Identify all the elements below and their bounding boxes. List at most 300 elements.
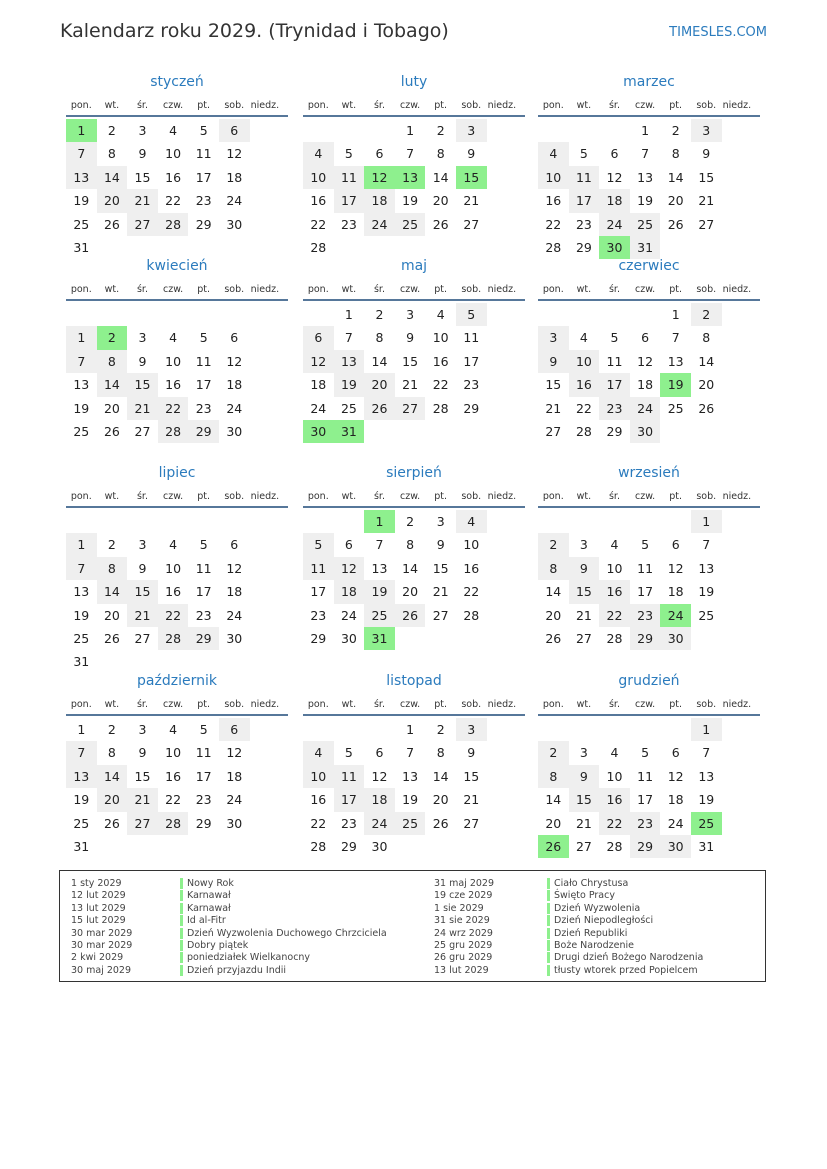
- weekday-label: czw.: [163, 284, 184, 295]
- day-cell: 20: [545, 815, 562, 831]
- weekday-label: pt.: [434, 699, 448, 710]
- weekday-label: wt.: [576, 100, 592, 111]
- day-cell: 3: [456, 718, 487, 741]
- day-cell: 27: [463, 216, 480, 232]
- day-cell: 2: [436, 123, 445, 138]
- day-cell: 16: [165, 768, 182, 784]
- empty-cell: [219, 303, 250, 326]
- legend-holiday-name: tłusty wtorek przed Popielcem: [554, 964, 698, 976]
- weekday-label: niedz.: [722, 699, 752, 710]
- day-cell: 18: [364, 189, 395, 212]
- day-cell: 29: [188, 420, 219, 443]
- day-cell: 28: [575, 423, 592, 439]
- empty-cell: [303, 718, 334, 741]
- empty-cell: [538, 303, 569, 326]
- legend-date: 12 lut 2029: [71, 890, 126, 902]
- day-cell: 5: [456, 303, 487, 326]
- day-cell: 27: [134, 630, 151, 646]
- day-cell: 6: [230, 330, 239, 346]
- day-cell: 20: [97, 788, 128, 811]
- legend-holiday-name: Dobry piątek: [187, 939, 249, 951]
- day-cell: 19: [73, 193, 90, 209]
- weekday-label: niedz.: [487, 699, 517, 710]
- day-cell: 15: [569, 788, 600, 811]
- legend-holiday-name: Dzień Wyzwolenia Duchowego Chrzciciela: [187, 927, 387, 939]
- empty-cell: [66, 510, 97, 533]
- day-cell: 5: [303, 533, 334, 556]
- weekday-label: śr.: [608, 491, 620, 502]
- day-cell: 14: [402, 560, 419, 576]
- holiday-day-cell: 30: [599, 236, 630, 259]
- day-cell: 19: [402, 792, 419, 808]
- day-cell: 30: [660, 627, 691, 650]
- empty-cell: [569, 119, 600, 142]
- day-cell: 15: [134, 169, 151, 185]
- weekday-label: pt.: [669, 491, 683, 502]
- day-cell: 26: [364, 397, 395, 420]
- day-cell: 3: [406, 307, 415, 322]
- day-cell: 18: [226, 768, 243, 784]
- day-cell: 18: [226, 584, 243, 600]
- day-cell: 13: [334, 350, 365, 373]
- holiday-day-cell: 13: [395, 166, 426, 189]
- day-cell: 18: [667, 792, 684, 808]
- weekday-header: [303, 96, 525, 117]
- empty-cell: [188, 510, 219, 533]
- weekday-label: pon.: [307, 491, 329, 502]
- day-cell: 23: [195, 792, 212, 808]
- holiday-marker-icon: [180, 952, 183, 963]
- weekday-label: pon.: [70, 699, 92, 710]
- day-cell: 10: [538, 166, 569, 189]
- day-cell: 22: [599, 604, 630, 627]
- day-cell: 2: [107, 537, 116, 553]
- day-cell: 21: [127, 397, 158, 420]
- empty-cell: [538, 119, 569, 142]
- day-cell: 25: [73, 630, 90, 646]
- holiday-marker-icon: [547, 903, 550, 914]
- weekday-label: pt.: [669, 284, 683, 295]
- day-cell: 9: [467, 146, 476, 162]
- legend-holiday-name: Boże Narodzenie: [554, 939, 634, 951]
- holiday-marker-icon: [180, 890, 183, 901]
- month-block: [538, 256, 760, 443]
- legend-holiday-name: Dzień Republiki: [554, 927, 628, 939]
- day-cell: 11: [303, 557, 334, 580]
- day-cell: 3: [579, 537, 588, 553]
- day-cell: 19: [698, 584, 715, 600]
- day-cell: 3: [579, 745, 588, 761]
- day-cell: 23: [463, 377, 480, 393]
- weekday-label: wt.: [341, 699, 357, 710]
- days-grid: [303, 303, 517, 443]
- day-cell: 30: [226, 216, 243, 232]
- day-cell: 1: [344, 307, 353, 322]
- day-cell: 17: [195, 377, 212, 393]
- day-cell: 23: [195, 607, 212, 623]
- legend-holiday-name: Drugi dzień Bożego Narodzenia: [554, 952, 704, 964]
- day-cell: 8: [702, 330, 711, 346]
- day-cell: 2: [406, 514, 415, 529]
- weekday-label: sob.: [696, 100, 717, 111]
- month-name: listopad: [386, 673, 442, 689]
- day-cell: 12: [226, 560, 243, 576]
- day-cell: 11: [463, 330, 480, 346]
- day-cell: 18: [667, 584, 684, 600]
- legend-date: 30 mar 2029: [71, 939, 133, 951]
- month-block: [303, 72, 525, 259]
- month-name: luty: [400, 74, 428, 90]
- day-cell: 16: [599, 788, 630, 811]
- weekday-label: pon.: [542, 491, 564, 502]
- legend-date: 19 cze 2029: [434, 890, 493, 902]
- day-cell: 16: [545, 193, 562, 209]
- weekday-label: śr.: [136, 284, 148, 295]
- day-cell: 29: [195, 815, 212, 831]
- day-cell: 11: [334, 765, 365, 788]
- day-cell: 2: [691, 303, 722, 326]
- month-name: kwiecień: [146, 258, 208, 274]
- day-cell: 12: [303, 350, 334, 373]
- day-cell: 24: [364, 812, 395, 835]
- weekday-label: sob.: [696, 699, 717, 710]
- day-cell: 20: [667, 193, 684, 209]
- legend-holiday: [547, 890, 703, 902]
- day-cell: 27: [432, 607, 449, 623]
- day-cell: 21: [127, 604, 158, 627]
- day-cell: 13: [698, 768, 715, 784]
- day-cell: 30: [226, 815, 243, 831]
- day-cell: 16: [432, 353, 449, 369]
- day-cell: 15: [569, 580, 600, 603]
- legend-holiday-name: Ciało Chrystusa: [554, 878, 629, 889]
- day-cell: 16: [310, 193, 327, 209]
- empty-cell: [660, 510, 691, 533]
- legend-date: 1 sty 2029: [71, 878, 122, 889]
- day-cell: 9: [138, 745, 147, 761]
- empty-cell: [219, 510, 250, 533]
- weekday-header: [303, 280, 525, 301]
- day-cell: 15: [127, 580, 158, 603]
- day-cell: 14: [97, 580, 128, 603]
- day-cell: 5: [199, 537, 208, 553]
- day-cell: 20: [103, 400, 120, 416]
- holiday-day-cell: 12: [364, 166, 395, 189]
- weekday-label: niedz.: [250, 284, 280, 295]
- legend-holiday: [547, 940, 703, 952]
- legend-holiday-name: Dzień Wyzwolenia: [554, 902, 641, 914]
- holiday-day-cell: 24: [660, 604, 691, 627]
- holiday-marker-icon: [547, 940, 550, 951]
- day-cell: 3: [138, 722, 147, 737]
- day-cell: 17: [195, 768, 212, 784]
- day-cell: 6: [671, 537, 680, 553]
- day-cell: 20: [97, 189, 128, 212]
- holiday-legend: [59, 870, 766, 982]
- empty-cell: [303, 119, 334, 142]
- weekday-label: śr.: [608, 284, 620, 295]
- day-cell: 5: [610, 330, 619, 346]
- day-cell: 30: [660, 835, 691, 858]
- day-cell: 7: [702, 745, 711, 761]
- day-cell: 26: [103, 216, 120, 232]
- day-cell: 11: [334, 166, 365, 189]
- day-cell: 7: [406, 745, 415, 761]
- legend-holiday-name: Dzień Niepodległości: [554, 915, 654, 927]
- day-cell: 2: [436, 722, 445, 737]
- month-block: [66, 256, 288, 443]
- day-cell: 17: [195, 584, 212, 600]
- holiday-marker-icon: [547, 878, 550, 889]
- empty-cell: [538, 718, 569, 741]
- day-cell: 16: [165, 584, 182, 600]
- day-cell: 20: [432, 792, 449, 808]
- legend-date: 2 kwi 2029: [71, 952, 124, 964]
- day-cell: 22: [158, 397, 189, 420]
- weekday-label: sob.: [224, 100, 245, 111]
- day-cell: 13: [637, 169, 654, 185]
- empty-cell: [158, 510, 189, 533]
- days-grid: [538, 119, 752, 259]
- legend-holiday-name: Dzień przyjazdu Indii: [187, 964, 287, 976]
- day-cell: 12: [637, 353, 654, 369]
- month-block: [538, 671, 760, 858]
- day-cell: 18: [364, 788, 395, 811]
- weekday-label: niedz.: [487, 491, 517, 502]
- day-cell: 10: [165, 560, 182, 576]
- day-cell: 11: [606, 353, 623, 369]
- day-cell: 20: [698, 377, 715, 393]
- days-grid: [66, 303, 280, 443]
- days-grid: [303, 119, 517, 259]
- day-cell: 26: [432, 216, 449, 232]
- weekday-label: pon.: [307, 100, 329, 111]
- day-cell: 28: [606, 630, 623, 646]
- day-cell: 27: [575, 838, 592, 854]
- day-cell: 7: [66, 350, 97, 373]
- day-cell: 23: [195, 193, 212, 209]
- day-cell: 8: [538, 765, 569, 788]
- legend-names-right: [547, 878, 703, 977]
- weekday-label: śr.: [373, 699, 385, 710]
- weekday-label: wt.: [104, 100, 120, 111]
- holiday-day-cell: 31: [334, 420, 365, 443]
- day-cell: 11: [637, 560, 654, 576]
- day-cell: 8: [436, 146, 445, 162]
- day-cell: 10: [463, 537, 480, 553]
- day-cell: 13: [402, 768, 419, 784]
- legend-date: 31 maj 2029: [434, 878, 495, 889]
- empty-cell: [364, 718, 395, 741]
- holiday-day-cell: 31: [364, 627, 395, 650]
- day-cell: 17: [334, 189, 365, 212]
- legend-holiday: [547, 903, 703, 915]
- day-cell: 28: [606, 838, 623, 854]
- month-name: sierpień: [386, 465, 442, 481]
- legend-date: 15 lut 2029: [71, 915, 126, 927]
- legend-holiday: [180, 965, 387, 977]
- day-cell: 27: [395, 397, 426, 420]
- day-cell: 4: [169, 537, 178, 553]
- day-cell: 14: [97, 373, 128, 396]
- day-cell: 24: [226, 193, 243, 209]
- day-cell: 25: [364, 604, 395, 627]
- month-name: maj: [400, 258, 428, 274]
- empty-cell: [569, 303, 600, 326]
- day-cell: 28: [310, 838, 327, 854]
- weekday-label: czw.: [635, 699, 656, 710]
- day-cell: 30: [630, 420, 661, 443]
- day-cell: 28: [158, 420, 189, 443]
- day-cell: 10: [569, 350, 600, 373]
- day-cell: 3: [691, 119, 722, 142]
- holiday-marker-icon: [180, 965, 183, 976]
- day-cell: 15: [545, 377, 562, 393]
- day-cell: 29: [630, 627, 661, 650]
- legend-date: 31 sie 2029: [434, 915, 490, 927]
- weekday-label: wt.: [576, 491, 592, 502]
- weekday-label: wt.: [104, 491, 120, 502]
- day-cell: 8: [97, 350, 128, 373]
- day-cell: 4: [303, 741, 334, 764]
- day-cell: 17: [637, 792, 654, 808]
- day-cell: 23: [599, 397, 630, 420]
- day-cell: 4: [169, 123, 178, 138]
- day-cell: 7: [641, 146, 650, 162]
- day-cell: 27: [127, 812, 158, 835]
- weekday-header: [538, 96, 760, 117]
- day-cell: 12: [334, 557, 365, 580]
- legend-names-left: [180, 878, 387, 977]
- weekday-label: sob.: [461, 699, 482, 710]
- day-cell: 26: [545, 630, 562, 646]
- day-cell: 24: [226, 400, 243, 416]
- page-title: Kalendarz roku 2029. (Trynidad i Tobago): [60, 20, 449, 42]
- weekday-label: pon.: [70, 491, 92, 502]
- weekday-label: pon.: [70, 100, 92, 111]
- day-cell: 28: [432, 400, 449, 416]
- holiday-marker-icon: [547, 890, 550, 901]
- day-cell: 9: [138, 560, 147, 576]
- legend-holiday-name: Nowy Rok: [187, 878, 234, 889]
- month-block: [66, 72, 288, 259]
- holiday-day-cell: 15: [456, 166, 487, 189]
- month-name: styczeń: [150, 74, 204, 90]
- day-cell: 28: [158, 627, 189, 650]
- day-cell: 21: [575, 815, 592, 831]
- weekday-label: pt.: [197, 100, 211, 111]
- month-block: [538, 463, 760, 650]
- month-block: [66, 463, 288, 674]
- weekday-label: niedz.: [250, 100, 280, 111]
- weekday-label: wt.: [576, 284, 592, 295]
- day-cell: 19: [73, 792, 90, 808]
- holiday-day-cell: 26: [538, 835, 569, 858]
- empty-cell: [599, 119, 630, 142]
- holiday-marker-icon: [180, 940, 183, 951]
- weekday-label: niedz.: [722, 100, 752, 111]
- day-cell: 26: [103, 815, 120, 831]
- day-cell: 25: [630, 213, 661, 236]
- day-cell: 17: [195, 169, 212, 185]
- holiday-marker-icon: [180, 878, 183, 889]
- day-cell: 24: [340, 607, 357, 623]
- weekday-label: wt.: [341, 491, 357, 502]
- legend-date: 26 gru 2029: [434, 952, 493, 964]
- day-cell: 19: [73, 400, 90, 416]
- day-cell: 18: [310, 377, 327, 393]
- day-cell: 29: [340, 838, 357, 854]
- weekday-label: pon.: [307, 699, 329, 710]
- weekday-label: wt.: [341, 284, 357, 295]
- day-cell: 14: [545, 584, 562, 600]
- day-cell: 31: [73, 239, 90, 255]
- day-cell: 31: [73, 838, 90, 854]
- weekday-label: pt.: [434, 284, 448, 295]
- legend-date: 30 maj 2029: [71, 964, 132, 976]
- day-cell: 10: [606, 768, 623, 784]
- day-cell: 19: [73, 607, 90, 623]
- day-cell: 22: [575, 400, 592, 416]
- weekday-label: pt.: [197, 699, 211, 710]
- weekday-label: sob.: [224, 699, 245, 710]
- day-cell: 26: [667, 216, 684, 232]
- day-cell: 8: [538, 557, 569, 580]
- day-cell: 14: [667, 169, 684, 185]
- holiday-day-cell: 1: [364, 510, 395, 533]
- empty-cell: [660, 718, 691, 741]
- day-cell: 24: [630, 397, 661, 420]
- day-cell: 10: [165, 146, 182, 162]
- day-cell: 4: [303, 142, 334, 165]
- weekday-header: [66, 96, 288, 117]
- day-cell: 14: [698, 353, 715, 369]
- day-cell: 21: [698, 193, 715, 209]
- day-cell: 23: [340, 815, 357, 831]
- day-cell: 27: [545, 423, 562, 439]
- day-cell: 8: [107, 146, 116, 162]
- day-cell: 17: [463, 353, 480, 369]
- day-cell: 11: [195, 146, 212, 162]
- weekday-label: pon.: [542, 284, 564, 295]
- weekday-label: sob.: [461, 284, 482, 295]
- legend-holiday: [180, 915, 387, 927]
- day-cell: 23: [310, 607, 327, 623]
- day-cell: 30: [226, 423, 243, 439]
- empty-cell: [334, 718, 365, 741]
- day-cell: 23: [630, 812, 661, 835]
- weekday-label: pon.: [307, 284, 329, 295]
- day-cell: 27: [127, 213, 158, 236]
- day-cell: 4: [456, 510, 487, 533]
- day-cell: 15: [463, 768, 480, 784]
- day-cell: 2: [107, 722, 116, 737]
- day-cell: 26: [432, 815, 449, 831]
- day-cell: 10: [303, 166, 334, 189]
- month-block: [538, 72, 760, 259]
- day-cell: 29: [575, 239, 592, 255]
- day-cell: 23: [195, 400, 212, 416]
- day-cell: 18: [226, 169, 243, 185]
- legend-holiday-name: Święto Pracy: [554, 890, 615, 902]
- site-link[interactable]: TIMESLES.COM: [669, 25, 767, 40]
- day-cell: 10: [165, 745, 182, 761]
- legend-holiday: [180, 952, 387, 964]
- holiday-marker-icon: [547, 952, 550, 963]
- empty-cell: [303, 510, 334, 533]
- day-cell: 1: [77, 722, 86, 737]
- day-cell: 13: [371, 560, 388, 576]
